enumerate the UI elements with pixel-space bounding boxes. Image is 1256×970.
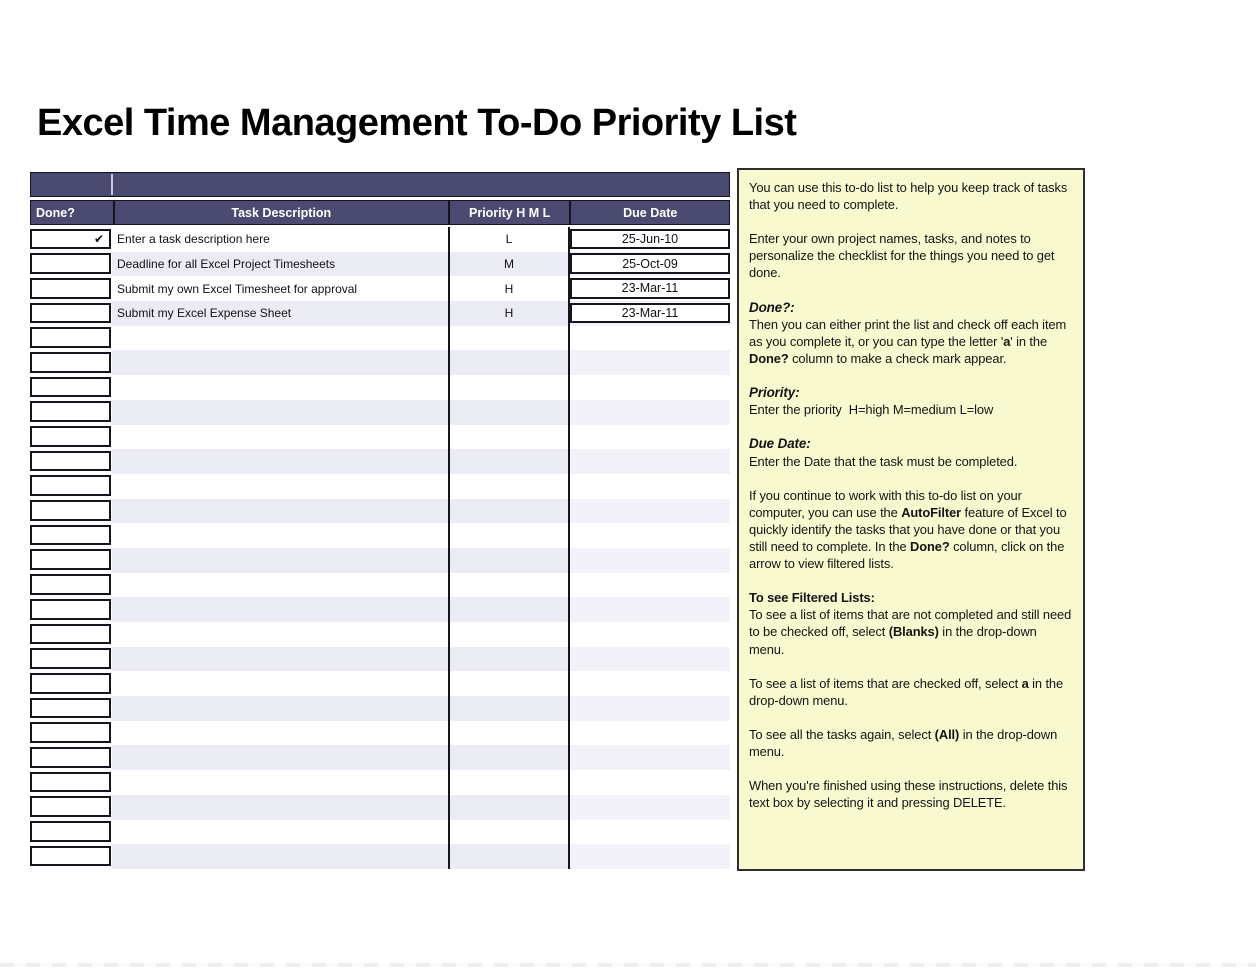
task-description-cell[interactable]: Submit my Excel Expense Sheet (112, 301, 448, 326)
done-checkbox[interactable] (30, 747, 111, 768)
instructions-paragraph: Enter your own project names, tasks, and notes to personalize the checklist for the things you need to get done. (749, 231, 1058, 281)
table-row (30, 844, 730, 869)
done-cell[interactable] (30, 820, 112, 845)
table-row (30, 745, 730, 770)
due-date-cell[interactable] (570, 696, 730, 721)
table-row (30, 721, 730, 746)
text-run: feature of Excel to quickly identify the tasks that you have done or that you still need to complete. In the (749, 504, 1071, 554)
task-description-cell[interactable] (112, 449, 448, 474)
instructions-paragraph (749, 606, 1074, 657)
due-date-cell[interactable] (570, 499, 730, 524)
due-date-cell[interactable] (570, 770, 730, 795)
page-title: Excel Time Management To-Do Priority List (37, 102, 797, 144)
due-date-cell[interactable] (570, 449, 730, 474)
due-date-cell[interactable] (570, 844, 730, 869)
text-run: If you continue to work with this to-do list on your computer, you can use the (749, 487, 1026, 520)
done-checkbox[interactable] (30, 549, 111, 570)
priority-cell[interactable] (448, 696, 570, 721)
task-description-cell[interactable] (112, 425, 448, 450)
text-run: To see all the tasks again, select (749, 727, 935, 742)
task-description-cell[interactable] (112, 474, 448, 499)
done-cell[interactable] (30, 844, 112, 869)
done-checkbox[interactable] (30, 821, 111, 842)
done-cell[interactable] (30, 400, 112, 425)
done-cell[interactable] (30, 548, 112, 573)
priority-cell[interactable] (448, 425, 570, 450)
text-run: a (1021, 675, 1029, 691)
done-cell[interactable] (30, 523, 112, 548)
priority-cell[interactable] (448, 573, 570, 598)
due-date-cell[interactable] (570, 745, 730, 770)
text-run: in the drop-down menu. (749, 624, 1041, 657)
table-row (30, 548, 730, 573)
instructions-paragraph: You can use this to-do list to help you keep track of tasks that you need to complete. (749, 180, 1071, 213)
priority-cell[interactable] (448, 597, 570, 622)
done-cell[interactable] (30, 745, 112, 770)
table-row (30, 820, 730, 845)
due-date-cell[interactable] (570, 301, 730, 326)
priority-cell[interactable] (448, 449, 570, 474)
done-checkbox[interactable] (30, 599, 111, 620)
due-date-box[interactable]: 23-Mar-11 (570, 303, 730, 324)
done-cell[interactable] (30, 425, 112, 450)
priority-cell[interactable] (448, 523, 570, 548)
table-row (30, 647, 730, 672)
done-checkbox[interactable] (30, 475, 111, 496)
due-date-cell[interactable] (570, 721, 730, 746)
text-run: in the drop-down menu. (749, 675, 1067, 708)
instructions-paragraph (749, 675, 1074, 709)
done-checkbox[interactable] (30, 525, 111, 546)
table-row (30, 523, 730, 548)
done-cell[interactable] (30, 696, 112, 721)
done-checkbox[interactable] (30, 624, 111, 645)
due-date-cell[interactable] (570, 573, 730, 598)
priority-cell[interactable] (448, 647, 570, 672)
done-cell[interactable] (30, 622, 112, 647)
task-description-cell[interactable]: Enter a task description here (117, 232, 270, 247)
check-icon: ✔ (93, 231, 104, 246)
column-header-due-date[interactable]: Due Date (569, 201, 729, 224)
page-edge-artifact (0, 963, 1256, 967)
table-row (30, 227, 730, 252)
table-row (30, 622, 730, 647)
instructions-panel[interactable] (737, 168, 1085, 871)
done-cell[interactable] (30, 326, 112, 351)
due-date-cell[interactable] (570, 647, 730, 672)
done-checkbox[interactable] (30, 377, 111, 398)
task-description-cell[interactable] (112, 647, 448, 672)
due-date-cell[interactable] (570, 523, 730, 548)
done-checkbox[interactable] (30, 229, 111, 250)
done-cell[interactable] (30, 597, 112, 622)
done-cell[interactable] (30, 301, 112, 326)
done-cell[interactable] (30, 350, 112, 375)
table-row (30, 301, 730, 326)
due-date-box[interactable]: 25-Jun-10 (570, 229, 730, 250)
done-checkbox[interactable] (30, 673, 111, 694)
done-checkbox[interactable] (30, 648, 111, 669)
due-date-cell[interactable] (570, 425, 730, 450)
done-checkbox[interactable] (30, 574, 111, 595)
due-date-cell[interactable] (570, 622, 730, 647)
done-checkbox[interactable] (30, 698, 111, 719)
priority-cell[interactable] (448, 326, 570, 351)
done-checkbox[interactable] (30, 401, 111, 422)
task-description-cell[interactable] (112, 326, 448, 351)
done-checkbox[interactable] (30, 352, 111, 373)
due-date-cell[interactable] (570, 326, 730, 351)
table-row (30, 252, 730, 277)
done-cell[interactable] (30, 375, 112, 400)
done-checkbox[interactable] (30, 722, 111, 743)
priority-cell[interactable] (448, 350, 570, 375)
done-cell[interactable] (30, 647, 112, 672)
table-header-row (30, 200, 730, 225)
instructions-paragraph: When you're finished using these instructions, delete this text box by selecting it and pressing DELETE. (749, 778, 1071, 811)
table-row (30, 671, 730, 696)
table-row (30, 350, 730, 375)
due-date-cell[interactable] (570, 548, 730, 573)
task-description-cell[interactable] (112, 820, 448, 845)
task-description-cell[interactable] (112, 573, 448, 598)
task-description-cell[interactable] (112, 696, 448, 721)
task-description-cell[interactable] (112, 721, 448, 746)
priority-cell[interactable] (448, 548, 570, 573)
instructions-paragraph (749, 316, 1074, 367)
due-date-cell[interactable] (570, 474, 730, 499)
priority-cell[interactable] (448, 770, 570, 795)
due-date-cell[interactable] (570, 795, 730, 820)
table-row (30, 375, 730, 400)
task-description-cell[interactable] (112, 548, 448, 573)
due-date-box[interactable]: 23-Mar-11 (570, 278, 730, 299)
done-checkbox[interactable] (30, 303, 111, 324)
task-description-cell[interactable] (112, 622, 448, 647)
instructions-paragraph (749, 487, 1074, 572)
due-date-cell[interactable] (570, 276, 730, 301)
table-row (30, 499, 730, 524)
instructions-paragraph: Enter the Date that the task must be completed. (749, 453, 1018, 469)
task-description-cell[interactable] (112, 400, 448, 425)
table-top-band (30, 172, 730, 197)
column-header-task-description[interactable]: Task Description (113, 201, 448, 224)
due-date-cell[interactable] (570, 597, 730, 622)
task-description-cell[interactable] (112, 795, 448, 820)
priority-cell[interactable] (448, 671, 570, 696)
text-run: AutoFilter (901, 504, 962, 520)
table-row (30, 276, 730, 301)
done-cell[interactable] (30, 573, 112, 598)
done-cell[interactable] (30, 276, 112, 301)
priority-cell[interactable] (448, 745, 570, 770)
table-row (30, 400, 730, 425)
done-cell[interactable] (30, 252, 112, 277)
text-run: Done? (910, 538, 950, 554)
done-cell[interactable] (30, 770, 112, 795)
done-cell[interactable] (30, 721, 112, 746)
filtered-lists-heading: To see Filtered Lists: (749, 590, 875, 606)
column-header-priority[interactable]: Priority H M L (448, 201, 570, 224)
table-row (30, 449, 730, 474)
task-description-cell[interactable] (112, 770, 448, 795)
due-date-cell[interactable] (570, 671, 730, 696)
done-checkbox[interactable] (30, 451, 111, 472)
priority-cell[interactable] (448, 400, 570, 425)
table-row (30, 474, 730, 499)
priority-cell[interactable]: L (448, 227, 570, 252)
text-run: Done? (749, 350, 789, 366)
task-description-cell[interactable] (112, 350, 448, 375)
text-run: column to make a check mark appear. (788, 350, 1007, 366)
text-run: (All) (934, 727, 960, 742)
due-date-cell[interactable] (570, 820, 730, 845)
table-row (30, 770, 730, 795)
done-checkbox[interactable] (30, 772, 111, 793)
done-cell[interactable] (30, 227, 112, 252)
done-checkbox[interactable] (30, 327, 111, 348)
done-cell[interactable] (30, 449, 112, 474)
priority-cell[interactable] (448, 499, 570, 524)
column-header-done[interactable]: Done? (36, 205, 75, 220)
text-run: column, click on the arrow to view filtered lists. (749, 538, 1068, 572)
priority-cell[interactable]: H (448, 301, 570, 326)
text-run: in the drop-down menu. (749, 727, 1061, 760)
text-run: Then you can either print the list and check off each item as you complete it, or you can type the letter ' (749, 316, 1070, 349)
priority-cell[interactable] (448, 474, 570, 499)
text-run: a (1003, 333, 1011, 349)
done-cell[interactable] (30, 795, 112, 820)
text-run: (Blanks) (888, 624, 939, 640)
table-row (30, 326, 730, 351)
priority-cell[interactable] (448, 622, 570, 647)
done-cell[interactable] (30, 499, 112, 524)
done-cell[interactable] (30, 671, 112, 696)
priority-cell[interactable] (448, 795, 570, 820)
table-row (30, 425, 730, 450)
task-description-cell[interactable] (112, 844, 448, 869)
task-description-cell[interactable]: Submit my own Excel Timesheet for approval (117, 281, 358, 296)
due-date-heading: Due Date: (749, 436, 811, 452)
done-checkbox[interactable] (30, 426, 111, 447)
text-run: To see a list of items that are checked off, select (749, 675, 1022, 691)
due-date-cell[interactable] (570, 400, 730, 425)
task-description-cell[interactable] (112, 597, 448, 622)
due-date-cell[interactable] (570, 375, 730, 400)
priority-cell[interactable]: M (448, 252, 570, 277)
task-description-cell[interactable] (112, 499, 448, 524)
due-date-cell[interactable] (570, 227, 730, 252)
priority-cell[interactable] (448, 820, 570, 845)
text-run: ' in the (1010, 333, 1051, 349)
done-checkbox[interactable] (30, 278, 111, 299)
due-date-cell[interactable] (570, 252, 730, 277)
due-date-box[interactable]: 25-Oct-09 (570, 253, 730, 274)
table-row (30, 696, 730, 721)
table-row (30, 573, 730, 598)
table-row (30, 597, 730, 622)
done-heading: Done?: (749, 299, 795, 315)
text-run: To see a list of items that are not completed and still need to be checked off, select (749, 607, 1075, 640)
instructions-paragraph: Enter the priority H=high M=medium L=low (749, 402, 994, 418)
done-cell[interactable] (30, 474, 112, 499)
priority-cell[interactable]: H (448, 276, 570, 301)
done-checkbox[interactable] (30, 500, 111, 521)
done-checkbox[interactable] (30, 846, 111, 867)
task-description-cell[interactable] (112, 745, 448, 770)
top-band-divider (111, 174, 113, 195)
priority-cell[interactable] (448, 844, 570, 869)
done-checkbox[interactable] (30, 253, 111, 274)
task-description-cell[interactable] (112, 375, 448, 400)
task-description-cell[interactable] (112, 523, 448, 548)
due-date-cell[interactable] (570, 350, 730, 375)
done-checkbox[interactable] (30, 796, 111, 817)
priority-cell[interactable] (448, 375, 570, 400)
table-body (30, 227, 730, 869)
table-row (30, 795, 730, 820)
instructions-paragraph (749, 726, 1074, 760)
task-description-cell[interactable]: Deadline for all Excel Project Timesheets (112, 252, 448, 277)
task-description-cell[interactable] (112, 671, 448, 696)
priority-cell[interactable] (448, 721, 570, 746)
priority-heading: Priority: (749, 385, 800, 401)
todo-table (30, 172, 730, 869)
